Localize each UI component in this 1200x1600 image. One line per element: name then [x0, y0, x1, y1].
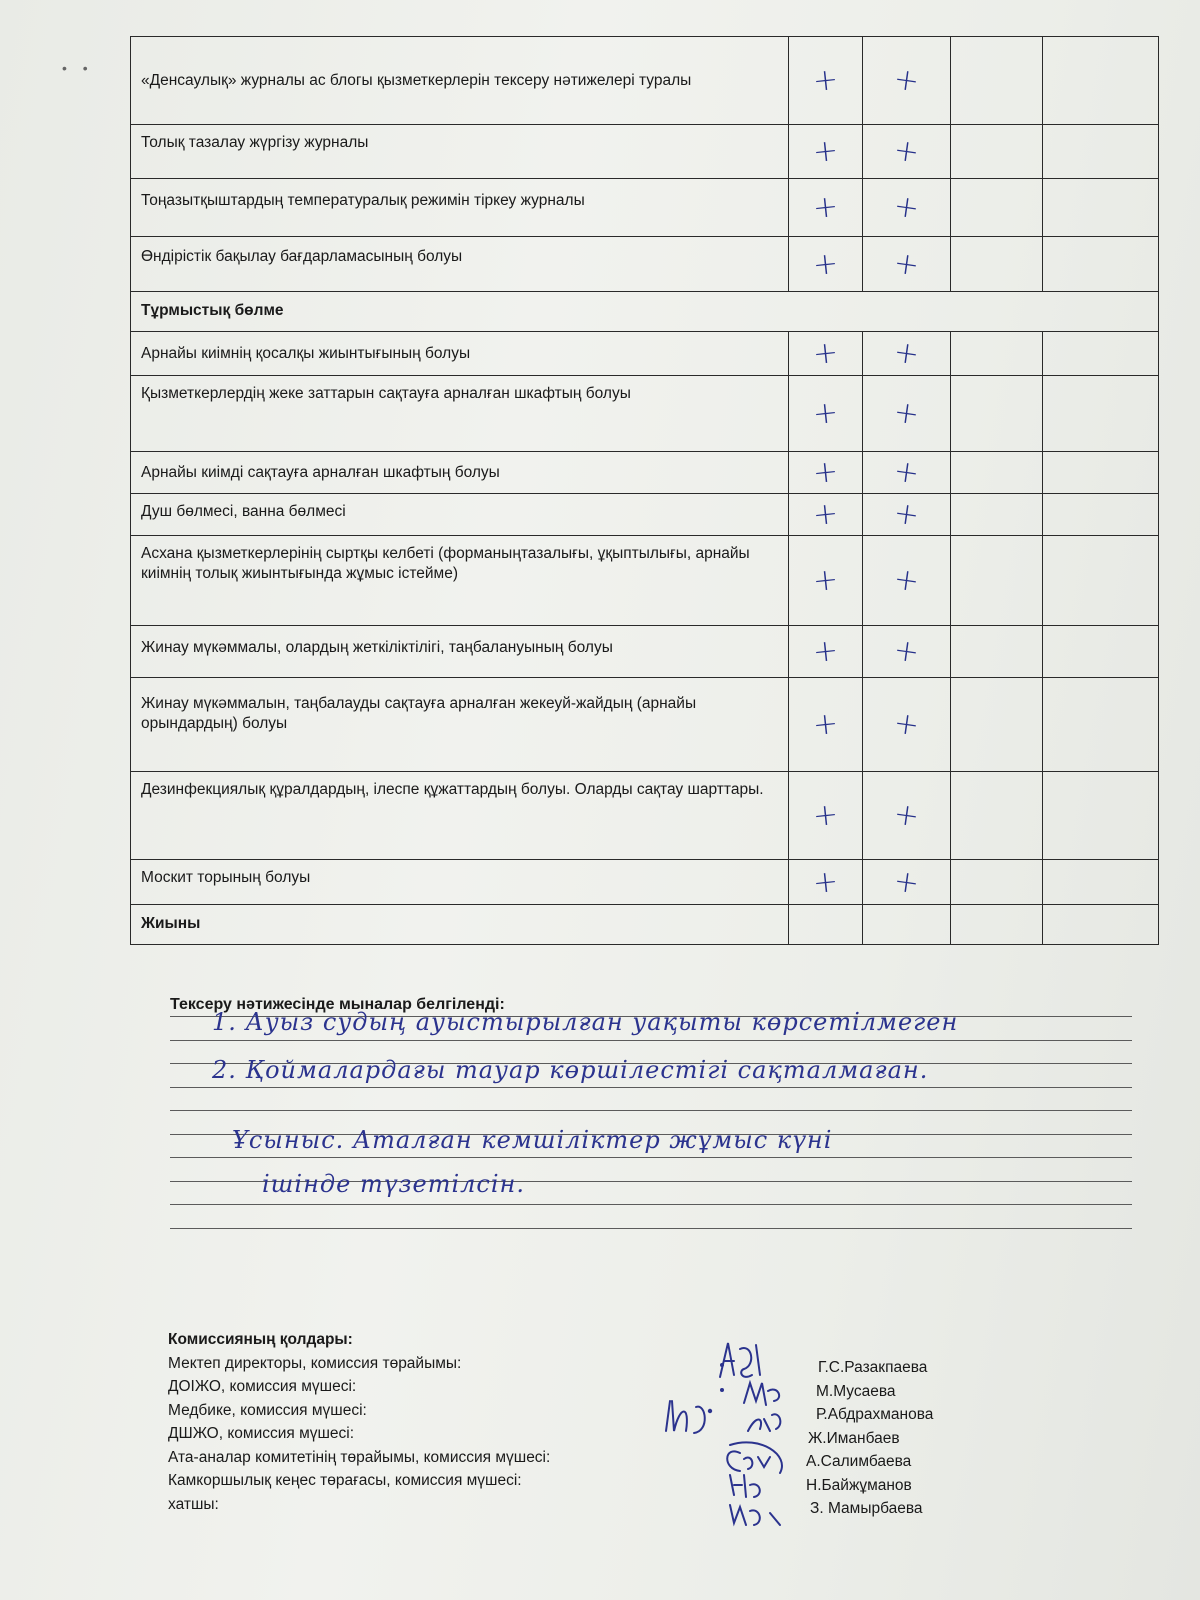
empty-cell	[789, 905, 863, 945]
checklist-item-text: Асхана қызметкерлерінің сыртқы келбеті (форманыңтазалығы, ұқыптылығы, арнайы киімнің толық жиынтығында жұмыс істейме)	[131, 536, 789, 626]
check-mark-col2: +	[863, 678, 951, 772]
table-row	[131, 332, 1159, 376]
empty-cell	[1043, 494, 1159, 536]
signature-6	[730, 1475, 780, 1525]
commission-signatures-block	[168, 1328, 550, 1516]
check-mark-col2: +	[863, 376, 951, 452]
section-row	[131, 292, 1159, 332]
signature-dot	[720, 1363, 724, 1367]
total-label: Жиыны	[131, 905, 789, 945]
role-label: хатшы:	[168, 1495, 219, 1513]
table-row	[131, 536, 1159, 626]
punch-hole-marks: • •	[62, 60, 94, 76]
empty-cell	[1043, 772, 1159, 860]
check-mark-col1: +	[789, 860, 863, 905]
empty-cell	[1043, 179, 1159, 237]
section-title: Тұрмыстық бөлме	[131, 292, 1159, 332]
signature-4	[666, 1401, 705, 1433]
check-mark-col2: +	[863, 125, 951, 179]
check-mark-col1: +	[789, 179, 863, 237]
check-mark-col2: +	[863, 772, 951, 860]
role-label: Ата-аналар комитетінің төрайымы, комиссия мүшесі:	[168, 1448, 551, 1466]
check-mark-col1: +	[789, 452, 863, 494]
check-mark-col2: +	[863, 179, 951, 237]
table-row	[131, 376, 1159, 452]
member-name: Н.Байжұманов	[806, 1476, 912, 1494]
member-name: Г.С.Разакпаева	[818, 1359, 928, 1376]
table-row	[131, 494, 1159, 536]
role-label: Мектеп директоры, комиссия төрайымы:	[168, 1354, 462, 1372]
check-mark-col1: +	[789, 626, 863, 678]
checklist-item-text: Арнайы киімді сақтауға арналған шкафтың болуы	[131, 452, 789, 494]
signature-3	[748, 1414, 780, 1431]
empty-cell	[951, 237, 1043, 292]
check-mark-col1: +	[789, 37, 863, 125]
check-mark-col1: +	[789, 125, 863, 179]
role-label: ДОІЖО, комиссия мүшесі:	[168, 1378, 357, 1395]
check-mark-col1: +	[789, 332, 863, 376]
checklist-item-text: Жинау мүкәммалы, олардың жеткіліктілігі, таңбалануының болуы	[131, 626, 789, 678]
checklist-item-text: Москит торының болуы	[131, 860, 789, 905]
empty-cell	[951, 678, 1043, 772]
check-mark-col2: +	[863, 237, 951, 292]
table-row	[131, 772, 1159, 860]
empty-cell	[863, 905, 951, 945]
empty-cell	[951, 905, 1043, 945]
checklist-item-text: Арнайы киімнің қосалқы жиынтығының болуы	[131, 332, 789, 376]
handwritten-signatures	[660, 1335, 820, 1595]
empty-cell	[951, 37, 1043, 125]
table-row	[131, 237, 1159, 292]
check-mark-col1: +	[789, 536, 863, 626]
check-mark-col2: +	[863, 37, 951, 125]
empty-cell	[1043, 905, 1159, 945]
empty-cell	[1043, 452, 1159, 494]
signature-2	[744, 1383, 779, 1405]
empty-cell	[1043, 626, 1159, 678]
table-row	[131, 37, 1159, 125]
table-row	[131, 179, 1159, 237]
checklist-item-text: Толық тазалау жүргізу журналы	[131, 125, 789, 179]
empty-cell	[1043, 332, 1159, 376]
role-label: ДШЖО, комиссия мүшесі:	[168, 1425, 355, 1442]
empty-cell	[1043, 678, 1159, 772]
handwritten-remark-1: 1. Ауыз судың ауыстырылған уақыты көрсетілмеген	[212, 1008, 959, 1036]
check-mark-col2: +	[863, 494, 951, 536]
commission-heading: Комиссияның қолдары:	[168, 1331, 353, 1348]
check-mark-col2: +	[863, 452, 951, 494]
handwritten-recommendation-cont: ішінде түзетілсін.	[262, 1170, 525, 1198]
empty-cell	[1043, 536, 1159, 626]
total-row	[131, 905, 1159, 945]
empty-cell	[951, 626, 1043, 678]
role-label: Медбике, комиссия мүшесі:	[168, 1401, 367, 1419]
role-label: Камкоршылық кеңес төрағасы, комиссия мүшесі:	[168, 1472, 522, 1489]
checklist-item-text: Өндірістік бақылау бағдарламасының болуы	[131, 237, 789, 292]
signature-1	[720, 1343, 760, 1377]
signature-dot	[708, 1409, 712, 1413]
check-mark-col2: +	[863, 536, 951, 626]
check-mark-col1: +	[789, 494, 863, 536]
signature-dot	[720, 1388, 724, 1392]
table-row	[131, 452, 1159, 494]
checklist-item-text: Тоңазытқыштардың температуралық режимін тіркеу журналы	[131, 179, 789, 237]
member-name: М.Мусаева	[816, 1382, 896, 1400]
checklist-item-text: Қызметкерлердің жеке заттарын сақтауға арналған шкафтың болуы	[131, 376, 789, 452]
check-mark-col1: +	[789, 678, 863, 772]
empty-cell	[1043, 37, 1159, 125]
empty-cell	[951, 494, 1043, 536]
empty-cell	[951, 772, 1043, 860]
empty-cell	[1043, 125, 1159, 179]
checklist-item-text: Душ бөлмесі, ванна бөлмесі	[131, 494, 789, 536]
empty-cell	[951, 179, 1043, 237]
check-mark-col2: +	[863, 860, 951, 905]
empty-cell	[951, 376, 1043, 452]
empty-cell	[1043, 860, 1159, 905]
empty-cell	[1043, 376, 1159, 452]
checklist-item-text: Жинау мүкәммалын, таңбалауды сақтауға арналған жекеуй-жайдың (арнайы орындардың) болуы	[131, 678, 789, 772]
member-name: З. Мамырбаева	[810, 1500, 923, 1517]
check-mark-col1: +	[789, 376, 863, 452]
empty-cell	[951, 536, 1043, 626]
empty-cell	[951, 860, 1043, 905]
check-mark-col1: +	[789, 772, 863, 860]
signature-5	[727, 1442, 782, 1473]
check-mark-col1: +	[789, 237, 863, 292]
remarks-title: Тексеру нәтижесінде мыналар белгіленді:	[170, 996, 505, 1013]
table-row	[131, 860, 1159, 905]
member-name: Ж.Иманбаев	[808, 1429, 900, 1447]
handwritten-remark-2: 2. Қоймалардағы тауар көршілестігі сақталмаған.	[212, 1056, 929, 1084]
inspection-checklist-table	[130, 36, 1159, 945]
check-mark-col2: +	[863, 332, 951, 376]
member-name: А.Салимбаева	[806, 1453, 912, 1470]
table-row	[131, 678, 1159, 772]
empty-cell	[951, 332, 1043, 376]
check-mark-col2: +	[863, 626, 951, 678]
commission-member-names	[806, 1356, 933, 1521]
empty-cell	[951, 125, 1043, 179]
member-name: Р.Абдрахманова	[816, 1406, 934, 1423]
empty-cell	[951, 452, 1043, 494]
handwritten-recommendation: Ұсыныс. Аталған кемшіліктер жұмыс күні	[232, 1126, 833, 1154]
checklist-item-text: Дезинфекциялық құралдардың, ілеспе құжаттардың болуы. Оларды сақтау шарттары.	[131, 772, 789, 860]
checklist-item-text: «Денсаулық» журналы ас блогы қызметкерлерін тексеру нәтижелері туралы	[131, 37, 789, 125]
table-row	[131, 125, 1159, 179]
table-row	[131, 626, 1159, 678]
empty-cell	[1043, 237, 1159, 292]
